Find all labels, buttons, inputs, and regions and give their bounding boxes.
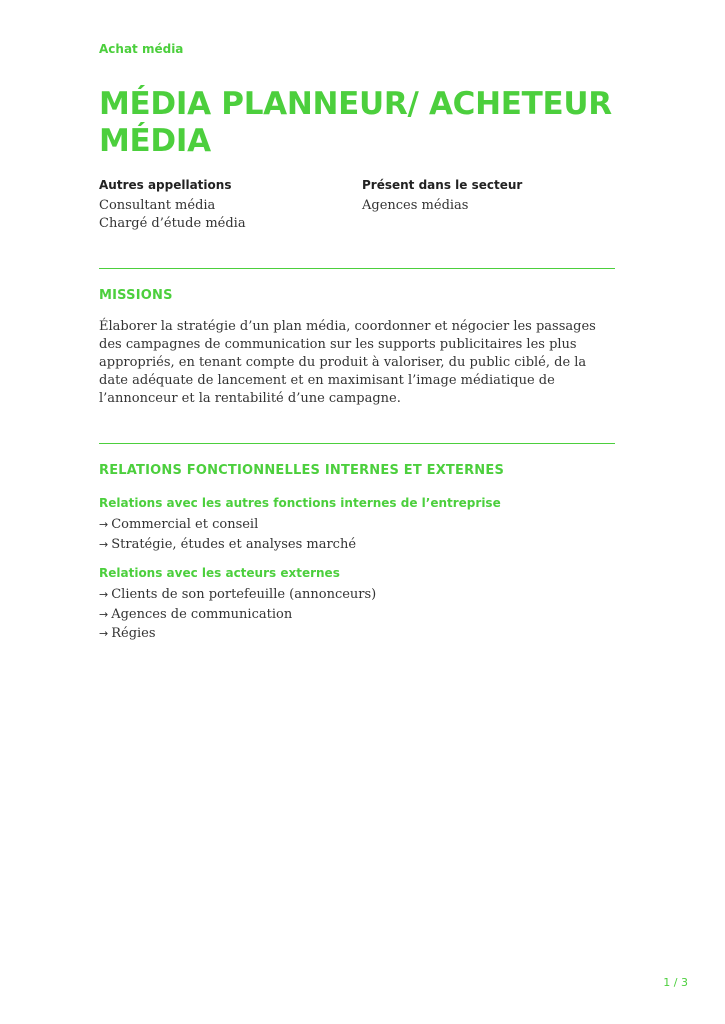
arrow-right-icon: → — [99, 607, 109, 621]
list-item: → Stratégie, études et analyses marché — [99, 536, 357, 552]
list-item: → Régies — [99, 626, 156, 641]
arrow-right-icon: → — [99, 537, 109, 551]
divider-top — [99, 268, 615, 269]
autres-appellations-heading: Autres appellations — [99, 178, 232, 192]
appellation-item: Chargé d’étude média — [99, 216, 246, 231]
missions-text: Élaborer la stratégie d’un plan média, coordonner et négocier les passages des campagnes de communication sur les supports publicitaires les plus appropriés, en tenant compte du produit à valoriser, du public ciblé, de la date adéquate de lancement et en maximisant l’image médiatique de l’annonceur et la rentabilité d’une campagne. — [99, 319, 596, 406]
arrow-right-icon: → — [99, 518, 109, 531]
divider-middle — [99, 443, 615, 444]
page-number: 1 / 3 — [663, 976, 688, 989]
list-item: → Commercial et conseil — [99, 517, 259, 532]
list-item: → Clients de son portefeuille (annonceurs) — [99, 587, 377, 602]
present-secteur-block — [362, 177, 612, 215]
relations-internes-list — [99, 515, 356, 554]
autres-appellations-block — [99, 177, 349, 233]
arrow-right-icon: → — [99, 627, 109, 640]
relations-internes-title: Relations avec les autres fonctions internes de l’entreprise — [99, 496, 501, 510]
missions-title: MISSIONS — [99, 288, 173, 303]
relations-externes-title: Relations avec les acteurs externes — [99, 566, 340, 580]
present-secteur-heading: Présent dans le secteur — [362, 178, 523, 192]
appellation-item: Consultant média — [99, 198, 216, 213]
category-label: Achat média — [99, 42, 184, 56]
relations-title: RELATIONS FONCTIONNELLES INTERNES ET EXTERNES — [99, 463, 505, 478]
arrow-right-icon: → — [99, 588, 109, 601]
secteur-item: Agences médias — [362, 198, 469, 213]
relations-externes-list — [99, 585, 376, 644]
list-item: → Agences de communication — [99, 606, 293, 622]
page-title: MÉDIA PLANNEUR/ ACHETEUR MÉDIA — [99, 86, 612, 159]
